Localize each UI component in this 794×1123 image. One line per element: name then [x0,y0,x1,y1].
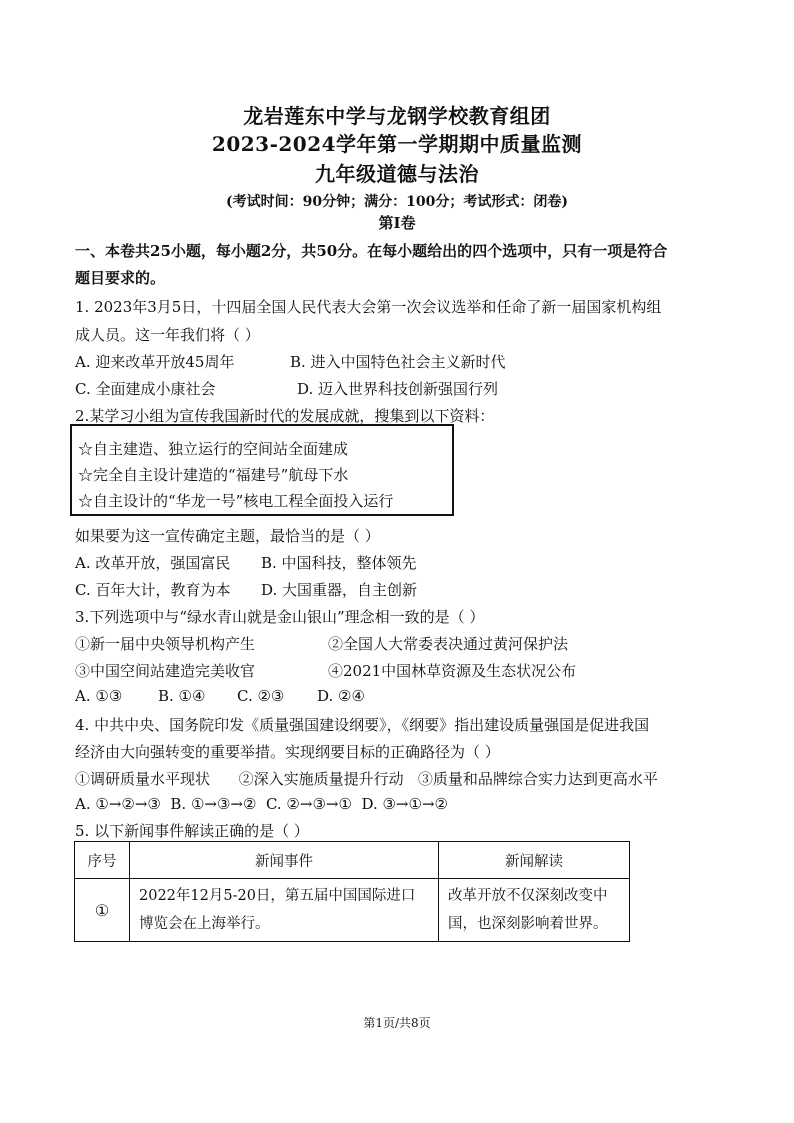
q2-stem: 2.某学习小组为宣传我国新时代的发展成就，搜集到以下资料： [75,407,495,425]
header-news-interpretation: 新闻解读 [439,842,630,879]
title-line-2: 2023-2024学年第一学期期中质量监测 [211,132,583,156]
instructions-line-2: 题目要求的。 [75,269,166,287]
q4-options: A. ①→②→③ B. ①→③→② C. ②→③→① D. ③→①→② [75,795,448,813]
q4-stem-line-1: 4. 中共中央、国务院印发《质量强国建设纲要》，《纲要》指出建设质量强国是促进我国 [75,716,650,734]
table-header-row [75,842,630,879]
q1-option-b: B. 进入中国特色社会主义新时代 [290,353,506,371]
row-number: ① [75,879,130,942]
q5-stem: 5. 以下新闻事件解读正确的是（ ） [75,822,309,840]
interp-line-2: 国，也深刻影响着世界。 [448,916,608,932]
q1-stem-line-2: 成人员。这一年我们将（ ） [75,326,260,344]
section-title: 第Ⅰ卷 [378,214,416,232]
instructions-line-1: 一、本卷共25小题，每小题2分，共50分。在每小题给出的四个选项中，只有一项是符合 [75,242,668,260]
row-news-event [130,879,439,942]
q3-statement-1: ①新一届中央领导机构产生 [75,635,256,653]
q2-material-1: ☆自主建造、独立运行的空间站全面建成 [78,440,349,458]
q1-option-a: A. 迎来改革开放45周年 [75,353,235,371]
q1-option-c: C. 全面建成小康社会 [75,380,216,398]
q3-statement-4: ④2021中国林草资源及生态状况公布 [328,662,577,680]
q2-material-box [70,424,454,516]
q2-stem-2: 如果要为这一宣传确定主题，最恰当的是（ ） [75,527,380,545]
q3-option-a: A. ①③ [75,687,123,705]
q3-stem: 3.下列选项中与“绿水青山就是金山银山”理念相一致的是（ ） [75,608,485,626]
event-line-2: 博览会在上海举行。 [139,916,270,932]
interp-line-1: 改革开放不仅深刻改变中 [448,888,608,904]
q4-stem-line-2: 经济由大向强转变的重要举措。实现纲要目标的正确路径为（ ） [75,743,500,761]
q3-option-c: C. ②③ [237,687,285,705]
q3-statement-2: ②全国人大常委表决通过黄河保护法 [328,635,569,653]
q4-steps: ①调研质量水平现状 ②深入实施质量提升行动 ③质量和品牌综合实力达到更高水平 [75,770,658,788]
news-table [74,841,630,942]
row-news-interpretation [439,879,630,942]
event-line-1: 2022年12月5-20日，第五届中国国际进口 [139,888,416,904]
header-news-event: 新闻事件 [130,842,439,879]
exam-info: (考试时间：90分钟；满分：100分；考试形式：闭卷) [226,194,568,210]
q3-statement-3: ③中国空间站建造完美收官 [75,662,256,680]
q2-material-2: ☆完全自主设计建造的“福建号”航母下水 [78,466,349,484]
q3-option-d: D. ②④ [317,687,365,705]
table-row [75,879,630,942]
q1-stem-line-1: 1. 2023年3月5日，十四届全国人民代表大会第一次会议选举和任命了新一届国家机构组 [75,298,662,316]
page-footer: 第1页/共8页 [363,1016,431,1030]
header-number: 序号 [75,842,130,879]
q2-option-d: D. 大国重器，自主创新 [261,581,418,599]
q2-option-a: A. 改革开放，强国富民 [75,554,231,572]
q2-material-3: ☆自主设计的“华龙一号”核电工程全面投入运行 [78,492,394,510]
q1-option-d: D. 迈入世界科技创新强国行列 [297,380,499,398]
q2-option-c: C. 百年大计，教育为本 [75,581,231,599]
title-line-3: 九年级道德与法治 [315,162,479,186]
q2-option-b: B. 中国科技，整体领先 [261,554,417,572]
q3-option-b: B. ①④ [158,687,206,705]
title-line-1: 龙岩莲东中学与龙钢学校教育组团 [243,104,551,128]
